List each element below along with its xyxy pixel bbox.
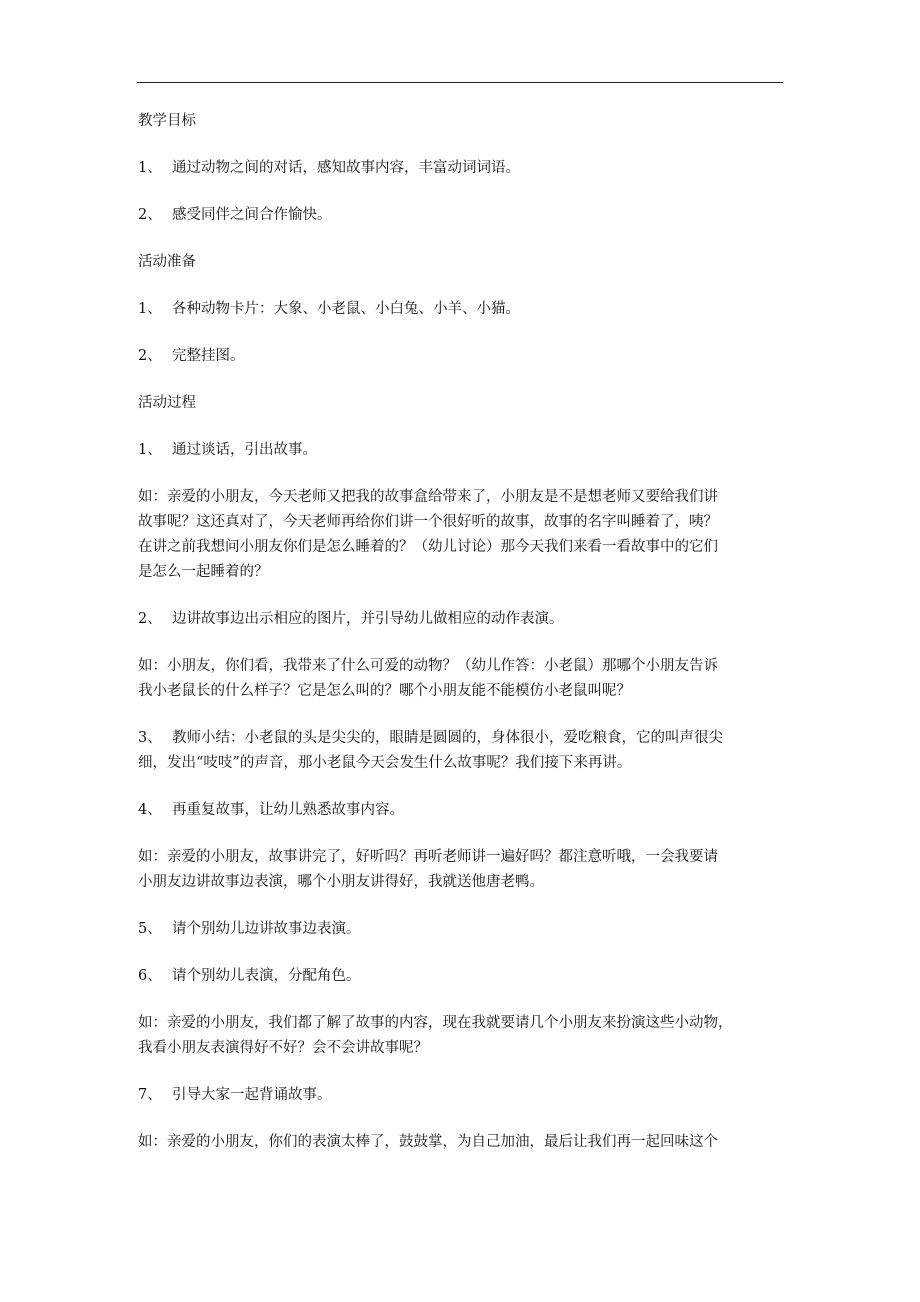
section-heading-goals: 教学目标 — [138, 113, 196, 129]
prep-number: 2、 — [138, 348, 162, 364]
example-paragraph-4 — [138, 845, 788, 895]
example-paragraph-2 — [138, 654, 788, 704]
step-text: 通过谈话，引出故事。 — [172, 442, 317, 458]
paragraph-line: 在讲之前我想问小朋友你们是怎么睡着的？（幼儿讨论）那今天我们来看一看故事中的它们 — [138, 539, 718, 555]
paragraph-line: 如：亲爱的小朋友，故事讲完了，好听吗？再听老师讲一遍好吗？都注意听哦，一会我要请 — [138, 849, 718, 865]
goal-item-1 — [138, 156, 788, 181]
section-heading-prep: 活动准备 — [138, 254, 196, 270]
section-heading-process: 活动过程 — [138, 395, 196, 411]
step-number: 6、 — [138, 968, 162, 984]
process-step-4 — [138, 798, 788, 823]
header-rule — [137, 82, 783, 83]
step-text: 请个别幼儿表演，分配角色。 — [172, 968, 361, 984]
step-number: 7、 — [138, 1087, 162, 1103]
paragraph-line — [138, 726, 788, 751]
process-step-2 — [138, 607, 788, 632]
document-body — [138, 109, 788, 1177]
step-text: 请个别幼儿边讲故事边表演。 — [172, 921, 361, 937]
paragraph-line: 如：亲爱的小朋友，今天老师又把我的故事盒给带来了，小朋友是不是想老师又要给我们讲 — [138, 489, 718, 505]
prep-text: 各种动物卡片：大象、小老鼠、小白兔、小羊、小猫。 — [172, 301, 520, 317]
step-text: 教师小结：小老鼠的头是尖尖的，眼睛是圆圆的，身体很小，爱吃粮食，它的叫声很尖 — [172, 730, 723, 746]
goal-text: 感受同伴之间合作愉快。 — [172, 207, 332, 223]
step-text: 再重复故事，让幼儿熟悉故事内容。 — [172, 802, 404, 818]
step-text: 引导大家一起背诵故事。 — [172, 1087, 332, 1103]
goal-number: 2、 — [138, 207, 162, 223]
step-number: 3、 — [138, 730, 162, 746]
goal-number: 1、 — [138, 160, 162, 176]
prep-item-2 — [138, 344, 788, 369]
process-step-1 — [138, 438, 788, 463]
paragraph-line: 我看小朋友表演得好不好？会不会讲故事呢？ — [138, 1040, 428, 1056]
step-number: 5、 — [138, 921, 162, 937]
paragraph-line: 如：亲爱的小朋友，我们都了解了故事的内容，现在我就要请几个小朋友来扮演这些小动物， — [138, 1015, 733, 1031]
prep-number: 1、 — [138, 301, 162, 317]
step-number: 2、 — [138, 611, 162, 627]
prep-item-1 — [138, 297, 788, 322]
step-number: 1、 — [138, 442, 162, 458]
goal-text: 通过动物之间的对话，感知故事内容，丰富动词词语。 — [172, 160, 520, 176]
goal-item-2 — [138, 203, 788, 228]
paragraph-line: 如：小朋友，你们看，我带来了什么可爱的动物？（幼儿作答：小老鼠）那哪个小朋友告诉 — [138, 658, 718, 674]
process-step-6 — [138, 964, 788, 989]
paragraph-line: 细，发出“吱吱”的声音，那小老鼠今天会发生什么故事呢？我们接下来再讲。 — [138, 755, 632, 771]
process-step-5 — [138, 917, 788, 942]
paragraph-line: 我小老鼠长的什么样子？它是怎么叫的？哪个小朋友能不能模仿小老鼠叫呢？ — [138, 683, 631, 699]
paragraph-line: 如：亲爱的小朋友，你们的表演太棒了，鼓鼓掌，为自己加油，最后让我们再一起回味这个 — [138, 1134, 718, 1150]
example-paragraph-1 — [138, 485, 788, 585]
paragraph-line: 是怎么一起睡着的？ — [138, 564, 269, 580]
step-text: 边讲故事边出示相应的图片，并引导幼儿做相应的动作表演。 — [172, 611, 564, 627]
example-paragraph-6 — [138, 1011, 788, 1061]
prep-text: 完整挂图。 — [172, 348, 245, 364]
paragraph-line: 小朋友边讲故事边表演，哪个小朋友讲得好，我就送他唐老鸭。 — [138, 874, 544, 890]
step-number: 4、 — [138, 802, 162, 818]
example-paragraph-7 — [138, 1130, 788, 1155]
paragraph-line: 故事呢？这还真对了，今天老师再给你们讲一个很好听的故事，故事的名字叫睡着了，咦？ — [138, 514, 718, 530]
process-step-7 — [138, 1083, 788, 1108]
process-step-3 — [138, 726, 788, 776]
